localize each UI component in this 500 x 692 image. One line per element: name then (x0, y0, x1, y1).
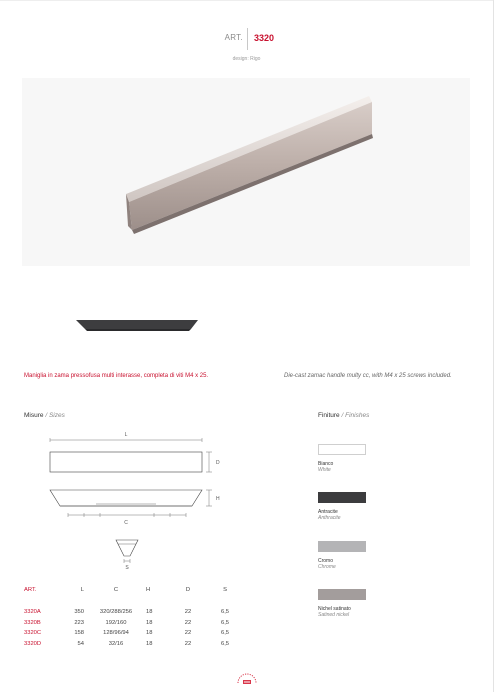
finish-swatch (318, 444, 366, 455)
finishes-title: Finiture (318, 412, 340, 419)
cell-s: 6,5 (220, 630, 230, 637)
article-code: 3320 (254, 33, 275, 43)
finish-swatch (318, 492, 366, 503)
cell-l: 223 (74, 619, 84, 626)
dim-label-s: S (125, 565, 129, 571)
cell-h: 18 (146, 609, 153, 616)
cell-art: 3320D (24, 640, 42, 647)
col-header-s: S (223, 587, 227, 593)
cell-l: 350 (74, 609, 84, 616)
sizes-title: Misure (24, 412, 44, 419)
finish-name: Cromo (318, 558, 334, 564)
cell-d: 22 (184, 630, 192, 637)
handle-render-icon (22, 78, 470, 266)
table-row (24, 618, 240, 629)
cell-c: 192/160 (105, 619, 127, 626)
description-italian: Maniglia in zama pressofusa multi interasse, completa di viti M4 x 25. (24, 373, 209, 379)
cell-c: 320/288/256 (99, 609, 133, 616)
table-row (24, 639, 240, 650)
sizes-table (24, 587, 240, 649)
cell-s: 6,5 (220, 619, 230, 626)
technical-drawing (40, 426, 230, 578)
designer-credit: design: Rigo (232, 56, 261, 62)
cell-c: 32/16 (108, 640, 124, 647)
dim-label-l: L (124, 432, 128, 438)
table-header-row (24, 587, 240, 601)
sizes-subtitle: / Sizes (45, 412, 65, 419)
cell-s: 6,5 (220, 640, 230, 647)
cell-h: 18 (146, 619, 153, 626)
finish-name-en: Anthracite (318, 515, 341, 521)
col-header-d: D (185, 587, 191, 593)
finish-bianco (318, 444, 408, 473)
finish-name-en: Chrome (318, 564, 336, 570)
side-view (50, 490, 202, 506)
finish-name: Antracite (318, 509, 338, 515)
col-header-c: C (113, 587, 119, 593)
article-label: ART. (224, 33, 243, 42)
description-english: Die-cast zamac handle multy cc, with M4 x 25 screws included. (284, 373, 452, 379)
dim-label-d: D (216, 460, 220, 466)
finishes-heading (318, 412, 369, 419)
dim-label-c: C (124, 520, 128, 526)
finish-name: Bianco (318, 461, 334, 467)
top-view (50, 452, 202, 472)
finish-swatch (318, 589, 366, 600)
cell-s: 6,5 (220, 609, 230, 616)
finish-swatch (318, 541, 366, 552)
finish-antracite (318, 492, 408, 521)
col-header-h: H (146, 587, 151, 593)
cell-art: 3320C (24, 630, 42, 637)
col-header-art: ART. (24, 587, 37, 593)
table-row (24, 607, 240, 618)
cell-art: 3320A (24, 609, 41, 616)
sizes-heading (24, 412, 65, 419)
cell-l: 54 (77, 640, 84, 647)
cell-d: 22 (184, 609, 192, 616)
finish-cromo (318, 541, 408, 570)
header-divider (247, 28, 248, 50)
dim-label-h: H (216, 496, 220, 502)
finish-name: Nichel satinato (318, 606, 351, 612)
cell-c: 128/96/94 (103, 630, 129, 637)
cell-l: 158 (74, 630, 84, 637)
top-rule (0, 0, 493, 1)
finish-nichel-satinato (318, 589, 408, 618)
article-header (0, 28, 493, 50)
handle-profile-icon (76, 318, 198, 336)
table-row (24, 628, 240, 639)
cell-art: 3320B (24, 619, 41, 626)
finishes-subtitle: / Finishes (341, 412, 370, 419)
cell-h: 18 (146, 640, 153, 647)
brand-logo-icon (236, 671, 258, 687)
finish-name-en: Satined nickel (318, 612, 350, 618)
cell-d: 22 (184, 640, 192, 647)
product-photo (22, 78, 470, 266)
col-header-l: L (80, 587, 84, 593)
finish-name-en: White (318, 467, 331, 473)
cell-d: 22 (184, 619, 192, 626)
cross-section (116, 540, 138, 556)
cell-h: 18 (146, 630, 153, 637)
